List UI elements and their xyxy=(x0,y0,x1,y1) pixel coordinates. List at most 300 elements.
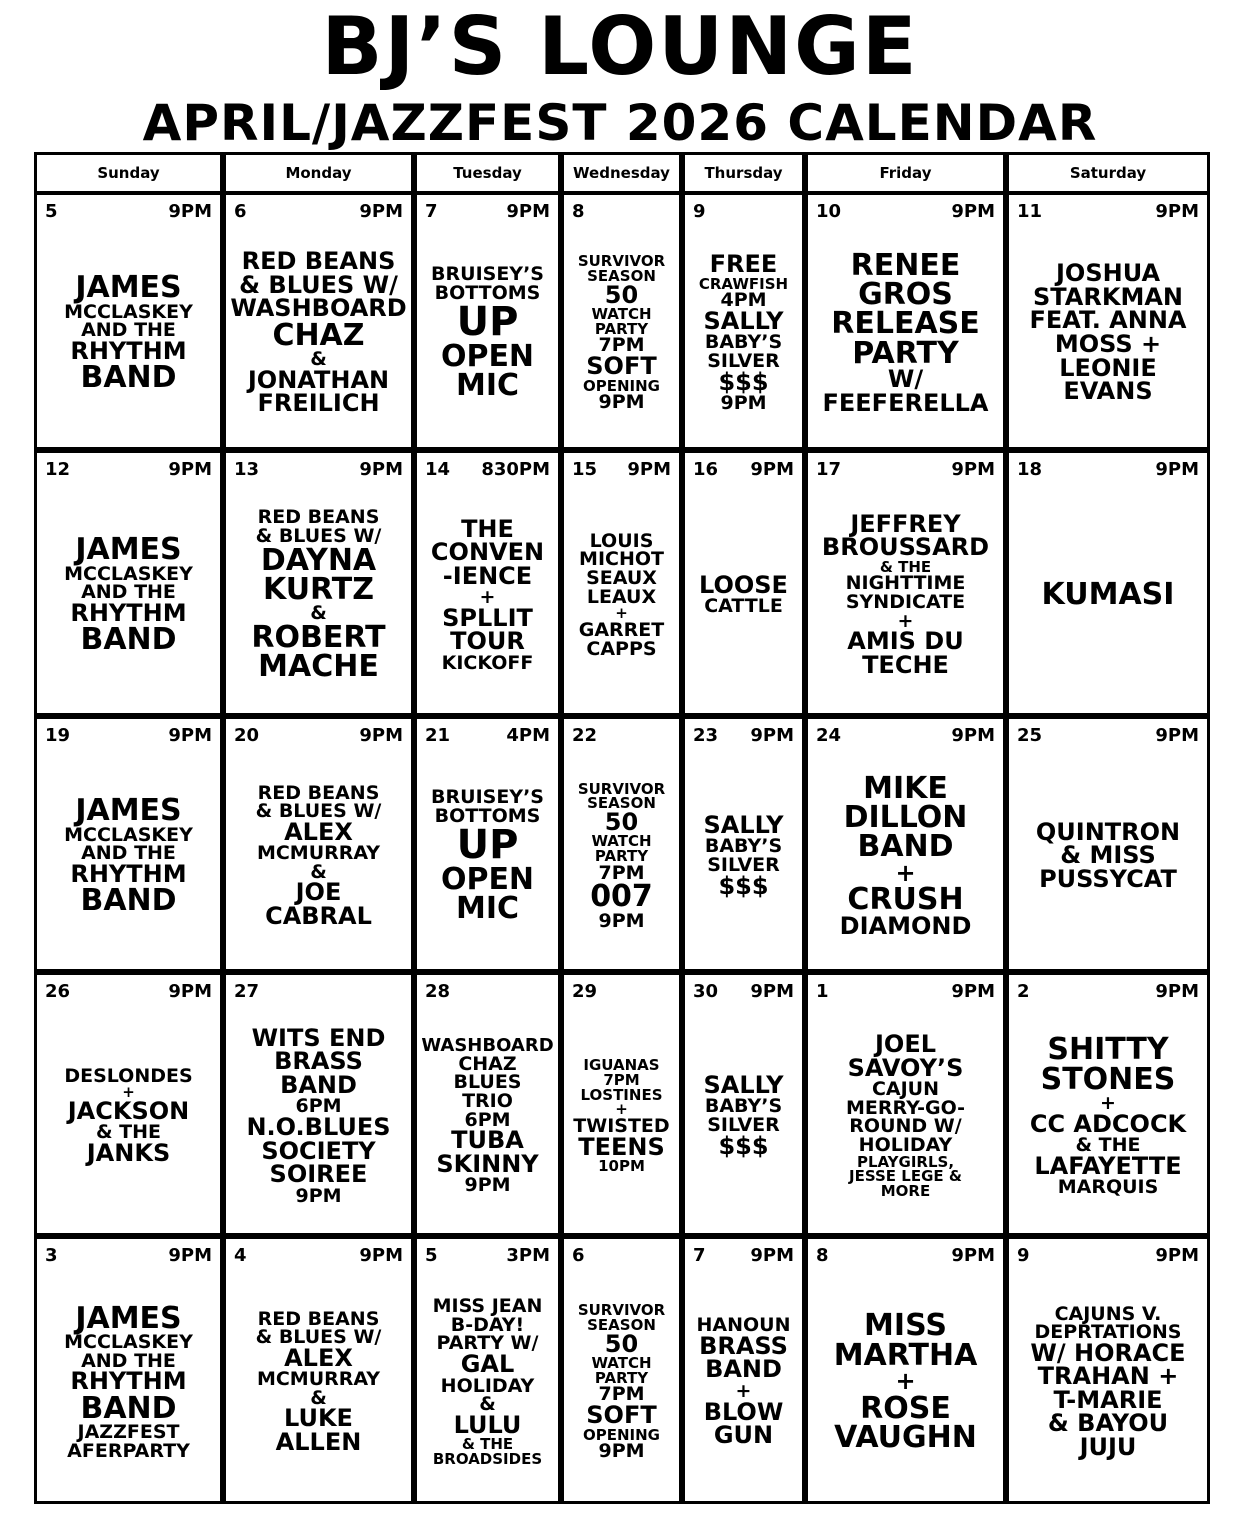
event-line: SEAUX xyxy=(586,567,657,590)
event-line: BROUSSARD xyxy=(821,533,990,562)
weekday-header-saturday: Saturday xyxy=(1006,152,1210,194)
event-line: BOTTOMS xyxy=(434,805,541,828)
event-line: MIKE xyxy=(863,770,948,806)
event-line: SALLY xyxy=(703,1070,784,1099)
event-line: MARTHA xyxy=(833,1337,978,1373)
day-number: 28 xyxy=(425,981,451,1002)
event-line: CAJUNS V. xyxy=(1054,1302,1162,1325)
weekday-header-sunday: Sunday xyxy=(34,152,223,194)
event-listing xyxy=(810,223,1001,443)
event-line: KICKOFF xyxy=(441,651,534,674)
event-line: MORE xyxy=(880,1182,931,1201)
event-listing xyxy=(228,1267,409,1497)
weekday-header-tuesday: Tuesday xyxy=(414,152,561,194)
event-time: 830PM xyxy=(481,459,550,480)
event-line: CAPPS xyxy=(586,637,657,660)
event-line: BLOW xyxy=(703,1397,784,1426)
day-cell xyxy=(805,192,1006,450)
event-line: 10PM xyxy=(598,1157,645,1176)
event-line: JUJU xyxy=(1079,1432,1137,1461)
event-line: LOSTINES xyxy=(580,1085,663,1104)
day-cell xyxy=(223,1236,414,1504)
event-listing xyxy=(810,1003,1001,1229)
event-line: BAND xyxy=(280,1070,357,1099)
event-line: EVANS xyxy=(1063,377,1153,406)
cell-header xyxy=(816,201,995,223)
day-number: 2 xyxy=(1017,981,1030,1002)
event-time: 9PM xyxy=(168,1245,212,1266)
event-line: BABY’S xyxy=(704,331,783,354)
event-line: JONATHAN xyxy=(247,365,390,394)
event-line: VAUGHN xyxy=(834,1420,977,1456)
event-line: SURVIVOR xyxy=(577,252,666,271)
event-line: & xyxy=(310,348,327,371)
event-line: PARTY xyxy=(594,847,649,866)
day-cell xyxy=(805,716,1006,972)
event-time: 9PM xyxy=(1155,1245,1199,1266)
event-line: BROADSIDES xyxy=(432,1450,543,1469)
calendar-subtitle: APRIL/JAZZFEST 2026 CALENDAR xyxy=(142,94,1098,152)
event-line: & xyxy=(310,602,327,625)
day-number: 27 xyxy=(234,981,260,1002)
event-line: & BLUES W/ xyxy=(255,1326,382,1349)
event-line: BAND xyxy=(857,829,954,865)
event-line: & BAYOU xyxy=(1047,1409,1169,1438)
event-line: HOLIDAY xyxy=(858,1134,953,1157)
event-line: SOIREE xyxy=(269,1160,368,1189)
event-line: CRAWFISH xyxy=(698,274,789,293)
event-line: CRUSH xyxy=(847,882,964,918)
event-line: TRAHAN + xyxy=(1037,1362,1179,1391)
event-line: WATCH xyxy=(591,1354,652,1373)
day-cell xyxy=(561,192,682,450)
event-line: 4PM xyxy=(720,289,767,312)
event-line: JANKS xyxy=(86,1138,171,1167)
event-line: BAND xyxy=(80,883,177,919)
event-line: + xyxy=(735,1380,752,1402)
event-listing xyxy=(228,1003,409,1229)
event-line: $$$ xyxy=(718,1131,769,1160)
weekday-header-monday: Monday xyxy=(223,152,414,194)
event-line: CATTLE xyxy=(704,595,783,618)
event-listing xyxy=(419,747,556,965)
event-line: DAYNA xyxy=(260,542,377,578)
day-cell xyxy=(682,192,805,450)
event-line: WATCH xyxy=(591,832,652,851)
weekday-header-friday: Friday xyxy=(805,152,1006,194)
event-listing xyxy=(419,1003,556,1229)
event-line: JAMES xyxy=(75,1300,182,1336)
event-line: PARTY W/ xyxy=(436,1332,539,1355)
event-line: LEONIE xyxy=(1059,353,1157,382)
cell-header xyxy=(234,725,403,747)
cell-header xyxy=(1017,1245,1199,1267)
event-line: MOSS + xyxy=(1054,330,1162,358)
event-line: BABY’S xyxy=(704,835,783,858)
event-line: CHAZ xyxy=(458,1052,517,1075)
event-line: HANOUN xyxy=(696,1314,791,1337)
event-time: 9PM xyxy=(1155,459,1199,480)
event-listing xyxy=(810,481,1001,709)
event-line: DIAMOND xyxy=(839,911,972,940)
day-number: 25 xyxy=(1017,725,1043,746)
event-line: 9PM xyxy=(598,909,645,932)
event-line: WASHBOARD xyxy=(230,294,407,323)
event-line: AND THE xyxy=(81,842,176,865)
event-line: PUSSYCAT xyxy=(1039,864,1177,893)
event-time: 9PM xyxy=(750,725,794,746)
event-line: 50 xyxy=(604,280,639,309)
cell-header xyxy=(693,981,794,1003)
event-line: & MISS xyxy=(1060,841,1156,870)
event-listing xyxy=(566,223,677,443)
event-line: JOSHUA xyxy=(1055,259,1161,288)
event-time: 4PM xyxy=(506,725,550,746)
event-time: 9PM xyxy=(951,459,995,480)
cell-header xyxy=(693,459,794,481)
event-line: WATCH xyxy=(591,305,652,324)
event-line: $$$ xyxy=(718,367,769,396)
event-listing xyxy=(228,481,409,709)
event-listing xyxy=(1011,481,1205,709)
event-line: BAND xyxy=(705,1355,782,1384)
event-line: 6PM xyxy=(295,1095,342,1118)
event-time: 9PM xyxy=(951,201,995,222)
event-line: ROBERT xyxy=(251,619,386,655)
weekday-header-thursday: Thursday xyxy=(682,152,805,194)
cell-header xyxy=(425,459,550,481)
event-line: MCMURRAY xyxy=(256,842,381,865)
event-line: SPLLIT xyxy=(442,603,533,632)
day-number: 12 xyxy=(45,459,71,480)
event-line: FEAT. ANNA xyxy=(1029,306,1187,335)
event-line: 9PM xyxy=(720,392,767,415)
event-line: T-MARIE xyxy=(1053,1385,1163,1414)
event-listing xyxy=(566,747,677,965)
event-line: BRUISEY’S xyxy=(431,263,544,286)
calendar-grid xyxy=(34,152,1210,1504)
event-line: W/ HORACE xyxy=(1030,1338,1186,1367)
event-line: MCMURRAY xyxy=(256,1368,381,1391)
day-number: 21 xyxy=(425,725,451,746)
event-line: WITS END xyxy=(251,1023,386,1052)
cell-header xyxy=(816,1245,995,1267)
event-line: RED BEANS xyxy=(257,781,380,804)
cell-header xyxy=(1017,201,1199,223)
event-line: CONVEN xyxy=(430,538,545,567)
day-number: 9 xyxy=(1017,1245,1030,1266)
event-line: RED BEANS xyxy=(257,506,380,529)
event-listing xyxy=(687,223,800,443)
event-line: & BLUES W/ xyxy=(239,270,398,299)
event-line: 50 xyxy=(604,807,639,836)
event-line: FREE xyxy=(709,250,778,279)
event-time: 9PM xyxy=(506,201,550,222)
event-line: NIGHTTIME xyxy=(845,572,966,595)
event-line: 7PM xyxy=(598,861,645,884)
day-number: 23 xyxy=(693,725,719,746)
event-line: DILLON xyxy=(843,800,968,836)
cell-header xyxy=(45,201,212,223)
event-line: FEEFERELLA xyxy=(822,388,989,417)
event-line: SOCIETY xyxy=(261,1136,376,1165)
cell-header xyxy=(572,725,671,747)
day-number: 7 xyxy=(425,201,438,222)
event-line: BRUISEY’S xyxy=(431,786,544,809)
event-line: RED BEANS xyxy=(257,1307,380,1330)
event-time: 9PM xyxy=(359,725,403,746)
event-line: MIC xyxy=(455,891,520,927)
event-line: AND THE xyxy=(81,581,176,604)
event-line: JOEL xyxy=(874,1030,937,1059)
day-number: 8 xyxy=(816,1245,829,1266)
event-line: SHITTY xyxy=(1047,1032,1169,1068)
cell-header xyxy=(572,459,671,481)
cell-header xyxy=(693,201,794,223)
event-line: TOUR xyxy=(450,627,525,656)
event-time: 9PM xyxy=(1155,981,1199,1002)
event-line: SEASON xyxy=(587,794,656,813)
cell-header xyxy=(693,725,794,747)
event-line: SYNDICATE xyxy=(845,591,966,614)
event-time: 9PM xyxy=(168,201,212,222)
event-line: 6PM xyxy=(464,1108,511,1131)
cell-header xyxy=(234,459,403,481)
event-listing xyxy=(810,747,1001,965)
event-line: SKINNY xyxy=(436,1149,539,1178)
day-number: 29 xyxy=(572,981,598,1002)
day-number: 24 xyxy=(816,725,842,746)
cell-header xyxy=(693,1245,794,1267)
event-line: MERRY-GO- xyxy=(846,1096,965,1119)
event-listing xyxy=(810,1267,1001,1497)
event-line: STARKMAN xyxy=(1033,282,1183,311)
day-number: 8 xyxy=(572,201,585,222)
event-line: WASHBOARD xyxy=(421,1035,554,1057)
event-line: BLUES xyxy=(453,1071,522,1094)
event-time: 9PM xyxy=(951,1245,995,1266)
cell-header xyxy=(234,201,403,223)
event-line: + xyxy=(1100,1091,1116,1114)
event-time: 9PM xyxy=(168,459,212,480)
event-line: SILVER xyxy=(707,854,780,876)
event-line: FREILICH xyxy=(257,389,380,418)
event-line: & THE xyxy=(879,557,932,576)
cell-header xyxy=(572,1245,671,1267)
event-line: SAVOY’S xyxy=(847,1053,964,1082)
event-line: CC ADCOCK xyxy=(1029,1109,1187,1138)
day-number: 5 xyxy=(45,201,58,222)
day-number: 22 xyxy=(572,725,598,746)
event-time: 9PM xyxy=(359,459,403,480)
event-time: 9PM xyxy=(168,981,212,1002)
day-cell xyxy=(561,972,682,1236)
event-time: 9PM xyxy=(951,725,995,746)
day-number: 18 xyxy=(1017,459,1043,480)
day-cell xyxy=(34,1236,223,1504)
event-line: CABRAL xyxy=(265,901,372,930)
event-listing xyxy=(39,747,218,965)
event-time: 9PM xyxy=(359,201,403,222)
event-line: OPENING xyxy=(583,376,660,395)
day-cell xyxy=(682,716,805,972)
event-line: 50 xyxy=(604,1329,639,1358)
event-line: JAMES xyxy=(75,270,182,306)
event-line: THE xyxy=(461,514,514,543)
event-line: 9PM xyxy=(598,1440,645,1463)
day-cell xyxy=(34,192,223,450)
day-cell xyxy=(34,972,223,1236)
event-line: SURVIVOR xyxy=(577,779,666,798)
event-line: CHAZ xyxy=(272,317,365,353)
event-time: 9PM xyxy=(750,1245,794,1266)
event-line: IGUANAS xyxy=(583,1056,660,1075)
event-line: PLAYGIRLS, xyxy=(856,1152,955,1171)
cell-header xyxy=(816,981,995,1003)
cell-header xyxy=(45,1245,212,1267)
event-line: $$$ xyxy=(718,871,769,900)
event-line: + xyxy=(479,586,496,609)
day-number: 3 xyxy=(45,1245,58,1266)
event-line: N.O.BLUES xyxy=(246,1113,391,1141)
event-line: & BLUES W/ xyxy=(255,800,382,823)
cell-header xyxy=(1017,981,1199,1003)
event-line: ROSE xyxy=(860,1390,951,1426)
event-line: JEFFREY xyxy=(850,509,961,538)
event-line: LULU xyxy=(453,1410,522,1439)
event-line: BRASS xyxy=(699,1331,788,1360)
day-number: 7 xyxy=(693,1245,706,1266)
event-line: AND THE xyxy=(81,1349,176,1372)
day-number: 20 xyxy=(234,725,260,746)
day-cell xyxy=(223,716,414,972)
event-line: DESLONDES xyxy=(64,1064,193,1087)
event-listing xyxy=(419,481,556,709)
event-listing xyxy=(39,1267,218,1497)
event-line: SOFT xyxy=(586,1401,657,1430)
event-line: TUBA xyxy=(451,1126,524,1155)
day-cell xyxy=(1006,716,1210,972)
event-listing xyxy=(228,747,409,965)
cell-header xyxy=(425,1245,550,1267)
event-line: JOE xyxy=(295,878,342,907)
event-line: 9PM xyxy=(464,1174,511,1197)
event-line: KUMASI xyxy=(1041,577,1175,613)
cell-header xyxy=(1017,459,1199,481)
event-line: RED BEANS xyxy=(241,247,396,276)
event-line: RHYTHM xyxy=(70,859,187,888)
day-number: 6 xyxy=(572,1245,585,1266)
event-line: PARTY xyxy=(852,335,959,371)
event-line: TWISTED xyxy=(573,1114,670,1137)
event-listing xyxy=(687,1003,800,1229)
event-listing xyxy=(687,747,800,965)
event-line: JAMES xyxy=(75,532,182,568)
event-listing xyxy=(39,1003,218,1229)
event-line: 7PM xyxy=(598,1383,645,1406)
event-line: BAND xyxy=(80,622,177,658)
event-listing xyxy=(39,223,218,443)
day-cell xyxy=(34,450,223,716)
event-line: LEAUX xyxy=(586,585,657,608)
event-time: 3PM xyxy=(506,1245,550,1266)
event-line: BOTTOMS xyxy=(434,282,541,305)
cell-header xyxy=(234,981,403,1003)
event-line: RENEE xyxy=(850,247,961,283)
event-line: AMIS DU xyxy=(847,627,964,656)
event-line: GUN xyxy=(713,1421,774,1450)
event-line: BAND xyxy=(80,360,177,396)
event-line: & THE xyxy=(95,1121,162,1144)
event-listing xyxy=(566,1267,677,1497)
event-line: OPEN xyxy=(440,861,535,897)
day-number: 5 xyxy=(425,1245,438,1266)
day-number: 17 xyxy=(816,459,842,480)
event-line: 9PM xyxy=(598,391,645,414)
event-line: BRASS xyxy=(274,1047,363,1076)
event-line: LAFAYETTE xyxy=(1034,1151,1182,1180)
event-line: KURTZ xyxy=(262,571,375,607)
day-cell xyxy=(414,1236,561,1504)
event-line: SILVER xyxy=(707,350,780,373)
event-line: & THE xyxy=(1075,1134,1141,1157)
event-time: 9PM xyxy=(1155,725,1199,746)
event-line: SALLY xyxy=(703,306,784,335)
event-time: 9PM xyxy=(1155,201,1199,222)
cell-header xyxy=(234,1245,403,1267)
day-number: 6 xyxy=(234,201,247,222)
event-line: RELEASE xyxy=(831,306,980,342)
day-cell xyxy=(805,972,1006,1236)
event-line: ROUND W/ xyxy=(849,1115,962,1138)
event-line: MICHOT xyxy=(579,548,664,571)
event-line: BABY’S xyxy=(704,1095,783,1118)
day-cell xyxy=(682,450,805,716)
cell-header xyxy=(45,459,212,481)
event-line: UP xyxy=(456,298,519,345)
event-line: ALLEN xyxy=(275,1427,362,1456)
event-line: HOLIDAY xyxy=(440,1374,535,1397)
day-cell xyxy=(1006,1236,1210,1504)
day-cell xyxy=(34,716,223,972)
event-line: SURVIVOR xyxy=(577,1301,666,1320)
event-time: 9PM xyxy=(750,459,794,480)
event-line: 9PM xyxy=(295,1184,342,1207)
event-line: SILVER xyxy=(707,1114,780,1136)
day-number: 19 xyxy=(45,725,71,746)
event-line: B-DAY! xyxy=(450,1313,525,1336)
event-line: QUINTRON xyxy=(1035,817,1181,846)
event-listing xyxy=(1011,1267,1205,1497)
event-line: RHYTHM xyxy=(70,336,187,365)
day-cell xyxy=(1006,192,1210,450)
event-line: TEENS xyxy=(578,1132,665,1161)
event-line: MARQUIS xyxy=(1057,1176,1159,1199)
event-line: + xyxy=(122,1083,135,1102)
event-line: MCCLASKEY xyxy=(64,1331,193,1354)
day-number: 1 xyxy=(816,981,829,1002)
page-title: BJ’S LOUNGE xyxy=(321,0,919,93)
cell-header xyxy=(45,981,212,1003)
event-line: JAZZFEST xyxy=(77,1421,180,1444)
event-line: MCCLASKEY xyxy=(64,300,193,323)
day-number: 9 xyxy=(693,201,706,222)
day-number: 30 xyxy=(693,981,719,1002)
event-line: + xyxy=(895,1367,916,1396)
event-line: + xyxy=(897,609,914,632)
day-cell xyxy=(414,716,561,972)
day-cell xyxy=(561,716,682,972)
